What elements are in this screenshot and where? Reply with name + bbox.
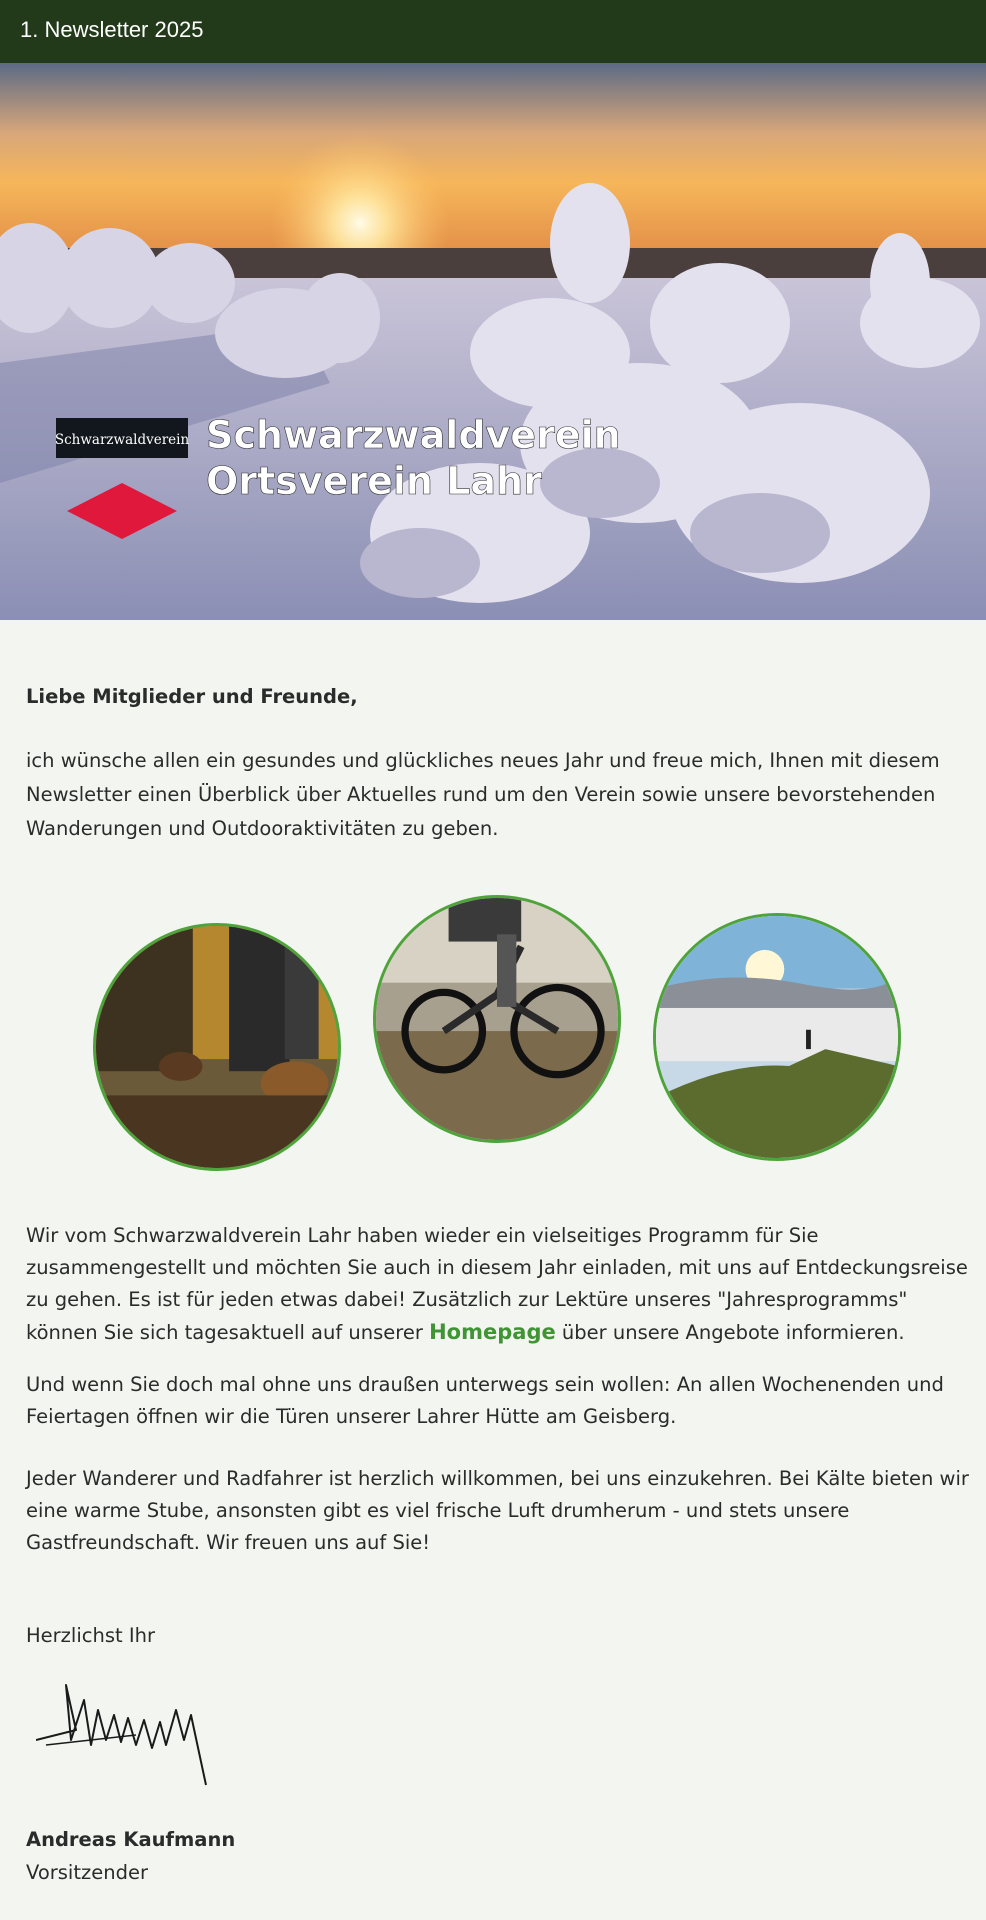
homepage-link[interactable]: Homepage [429, 1320, 556, 1344]
program-text-start: Wir vom Schwarzwaldverein Lahr haben wieder ein vielseitiges Programm für Sie zusammengestellt und möchten Sie auch in diesem Jahr einladen, mit uns auf Entdeckungsreise zu gehen. Es ist für jeden etwas dabei! Zusätzlich zur Lektüre unseres "Jahresprogramms" können Sie sich tagesaktuell auf unserer [26, 1224, 968, 1344]
program-paragraph [26, 1220, 971, 1349]
hero-title-line1: Schwarzwaldverein [206, 413, 621, 457]
signer-block [26, 1823, 235, 1889]
mountain-bike-photo [373, 895, 621, 1143]
welcome-paragraph: Jeder Wanderer und Radfahrer ist herzlich willkommen, bei uns einzukehren. Bei Kälte bieten wir eine warme Stube, ansonsten gibt es viel frische Luft drumherum - und stets unsere Gastfreundschaft. Wir freuen uns auf Sie! [26, 1467, 969, 1554]
body-section [26, 1220, 971, 1579]
mountain-view-photo [653, 913, 901, 1161]
signer-name: Andreas Kaufmann [26, 1828, 236, 1851]
hut-paragraph: Und wenn Sie doch mal ohne uns draußen unterwegs sein wollen: An allen Wochenenden und Feiertagen öffnen wir die Türen unserer Lahrer Hütte am Geisberg. [26, 1373, 944, 1428]
signer-role: Vorsitzender [26, 1861, 148, 1884]
intro-section [26, 680, 966, 876]
greeting: Liebe Mitglieder und Freunde, [26, 685, 358, 708]
salutation: Herzlichst Ihr [26, 1624, 155, 1647]
winter-landscape-image [0, 63, 986, 620]
newsletter-header [0, 0, 986, 63]
photo-row [0, 893, 986, 1183]
intro-text: ich wünsche allen ein gesundes und glückliches neues Jahr und freue mich, Ihnen mit diesem Newsletter einen Überblick über Aktuelles rund um den Verein sowie unsere bevorstehenden Wanderungen und Outdooraktivitäten zu geben. [26, 749, 940, 840]
hiking-boots-photo [93, 923, 341, 1171]
program-text-end: über unsere Angebote informieren. [555, 1321, 905, 1344]
logo-text: Schwarzwaldverein [54, 432, 190, 448]
newsletter-title: 1. Newsletter 2025 [20, 17, 204, 42]
hero-title-line2: Ortsverein Lahr [206, 459, 542, 503]
hero-banner [0, 63, 986, 620]
signature [36, 1680, 226, 1795]
